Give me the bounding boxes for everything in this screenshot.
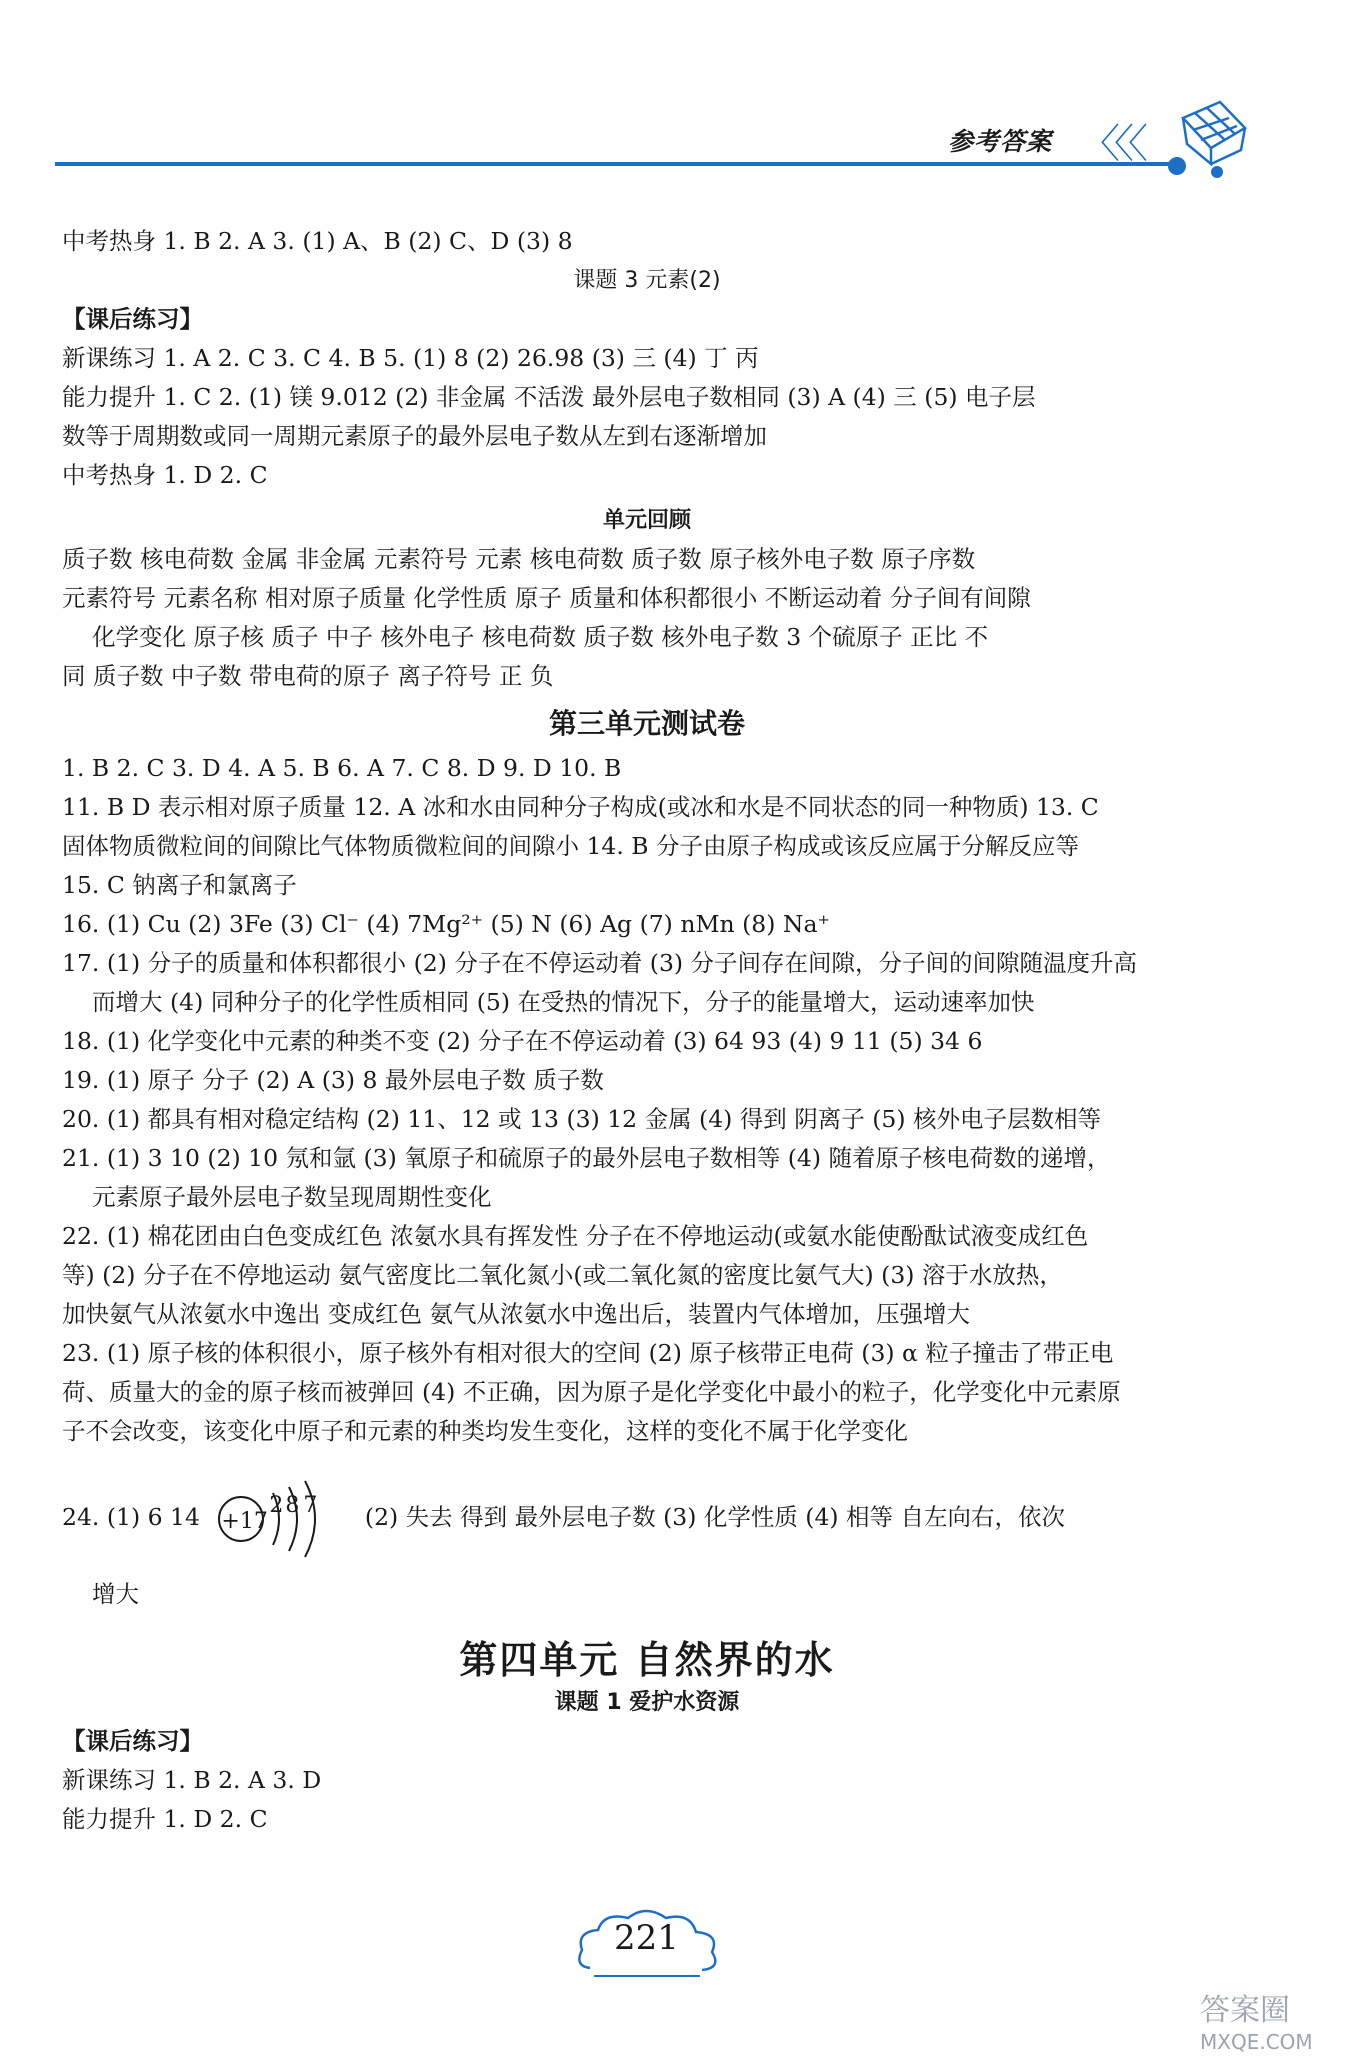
chlorine-atom-diagram <box>207 1484 357 1554</box>
watermark-url: MXQE.COM <box>1200 2030 1313 2054</box>
q23-line-c: 子不会改变，该变化中原子和元素的种类均发生变化，这样的变化不属于化学变化 <box>62 1417 908 1445</box>
atom-nucleus: +17 <box>221 1508 268 1534</box>
review-line-1: 质子数 核电荷数 金属 非金属 元素符号 元素 核电荷数 质子数 原子核外电子数 原子序数 <box>62 545 976 573</box>
atom-shell-1: 2 <box>269 1492 284 1518</box>
header-label: 参考答案 <box>948 127 1053 156</box>
atom-shell-3: 7 <box>303 1492 318 1518</box>
header-globe-icon <box>1165 88 1255 178</box>
atom-shell-2: 8 <box>285 1492 300 1518</box>
q17-line-a: 17. (1) 分子的质量和体积都很小 (2) 分子在不停运动着 (3) 分子间存在间隙，分子间的间隙随温度升高 <box>62 949 1138 977</box>
q21-line-a: 21. (1) 3 10 (2) 10 氖和氩 (3) 氧原子和硫原子的最外层电子数相等 (4) 随着原子核电荷数的递增， <box>62 1144 1111 1172</box>
q22-line-c: 加快氨气从浓氨水中逸出 变成红色 氨气从浓氨水中逸出后，装置内气体增加，压强增大 <box>62 1300 970 1328</box>
header-arrows-icon: 〈〈〈 <box>1080 121 1142 167</box>
unit-review-title: 单元回顾 <box>602 508 691 533</box>
q24-prefix: 24. (1) 6 14 <box>62 1503 200 1531</box>
topic-3-title: 课题 3 元素(2) <box>573 268 721 293</box>
q20: 20. (1) 都具有相对稳定结构 (2) 11、12 或 13 (3) 12 金属 (4) 得到 阴离子 (5) 核外电子层数相等 <box>62 1105 1102 1133</box>
watermark-logo: 答案圈 <box>1200 1993 1290 2028</box>
q17-line-b: 而增大 (4) 同种分子的化学性质相同 (5) 在受热的情况下，分子的能量增大，运动速率加快 <box>92 988 1035 1016</box>
q19: 19. (1) 原子 分子 (2) A (3) 8 最外层电子数 质子数 <box>62 1066 604 1094</box>
nengli-line-1b: 数等于周期数或同一周期元素原子的最外层电子数从左到右逐渐增加 <box>62 422 767 450</box>
q24-rest: (2) 失去 得到 最外层电子数 (3) 化学性质 (4) 相等 自左向右，依次 <box>364 1503 1066 1531</box>
q23-line-b: 荷、质量大的金的原子核而被弹回 (4) 不正确，因为原子是化学变化中最小的粒子，化学变化中元素原 <box>62 1378 1121 1406</box>
header-rule <box>55 162 1175 166</box>
q16: 16. (1) Cu (2) 3Fe (3) Cl⁻ (4) 7Mg²⁺ (5) N (6) Ag (7) nMn (8) Na⁺ <box>62 910 830 938</box>
q15: 15. C 钠离子和氯离子 <box>62 871 297 899</box>
q22-line-a: 22. (1) 棉花团由白色变成红色 浓氨水具有挥发性 分子在不停地运动(或氨水能使酚酞试液变成红色 <box>62 1222 1089 1250</box>
review-line-2: 元素符号 元素名称 相对原子质量 化学性质 原子 质量和体积都很小 不断运动着 分子间有间隙 <box>62 584 1031 612</box>
unit-3-test-title: 第三单元测试卷 <box>548 707 745 740</box>
zhongkao-line-1: 中考热身 1. B 2. A 3. (1) A、B (2) C、D (3) 8 <box>62 227 573 255</box>
q18: 18. (1) 化学变化中元素的种类不变 (2) 分子在不停运动着 (3) 64 93 (4) 9 11 (5) 34 6 <box>62 1027 983 1055</box>
after-class-heading-2: 【课后练习】 <box>62 1727 203 1755</box>
q1-10: 1. B 2. C 3. D 4. A 5. B 6. A 7. C 8. D 9. D 10. B <box>62 754 622 782</box>
zhongkao-line-2: 中考热身 1. D 2. C <box>62 461 268 489</box>
review-line-4: 同 质子数 中子数 带电荷的原子 离子符号 正 负 <box>62 662 554 690</box>
answer-content <box>62 222 1232 1839</box>
page-number: 221 <box>614 1918 679 1958</box>
nengli-line-1a: 能力提升 1. C 2. (1) 镁 9.012 (2) 非金属 不活泼 最外层电子数相同 (3) A (4) 三 (5) 电子层 <box>62 383 1036 411</box>
q21-line-b: 元素原子最外层电子数呈现周期性变化 <box>92 1183 492 1211</box>
q22-line-b: 等) (2) 分子在不停地运动 氨气密度比二氧化氮小(或二氧化氮的密度比氨气大) (3) 溶于水放热， <box>62 1261 1063 1289</box>
xinke-line-1: 新课练习 1. A 2. C 3. C 4. B 5. (1) 8 (2) 26.98 (3) 三 (4) 丁 丙 <box>62 344 759 372</box>
topic-1-title: 课题 1 爱护水资源 <box>554 1690 740 1715</box>
review-line-3: 化学变化 原子核 质子 中子 核外电子 核电荷数 质子数 核外电子数 3 个硫原子 正比 不 <box>92 623 989 651</box>
q23-line-a: 23. (1) 原子核的体积很小，原子核外有相对很大的空间 (2) 原子核带正电荷 (3) α 粒子撞击了带正电 <box>62 1339 1114 1367</box>
q24-end: 增大 <box>92 1580 139 1608</box>
nengli-line-2: 能力提升 1. D 2. C <box>62 1805 268 1833</box>
xinke-line-2: 新课练习 1. B 2. A 3. D <box>62 1766 322 1794</box>
q11-line-a: 11. B D 表示相对原子质量 12. A 冰和水由同种分子构成(或冰和水是不同状态的同一种物质) 13. C <box>62 793 1099 821</box>
q24-line <box>62 1477 1232 1557</box>
q11-line-b: 固体物质微粒间的间隙比气体物质微粒间的间隙小 14. B 分子由原子构成或该反应属于分解反应等 <box>62 832 1080 860</box>
unit-4-title: 第四单元 自然界的水 <box>459 1637 835 1682</box>
after-class-heading-1: 【课后练习】 <box>62 305 203 333</box>
